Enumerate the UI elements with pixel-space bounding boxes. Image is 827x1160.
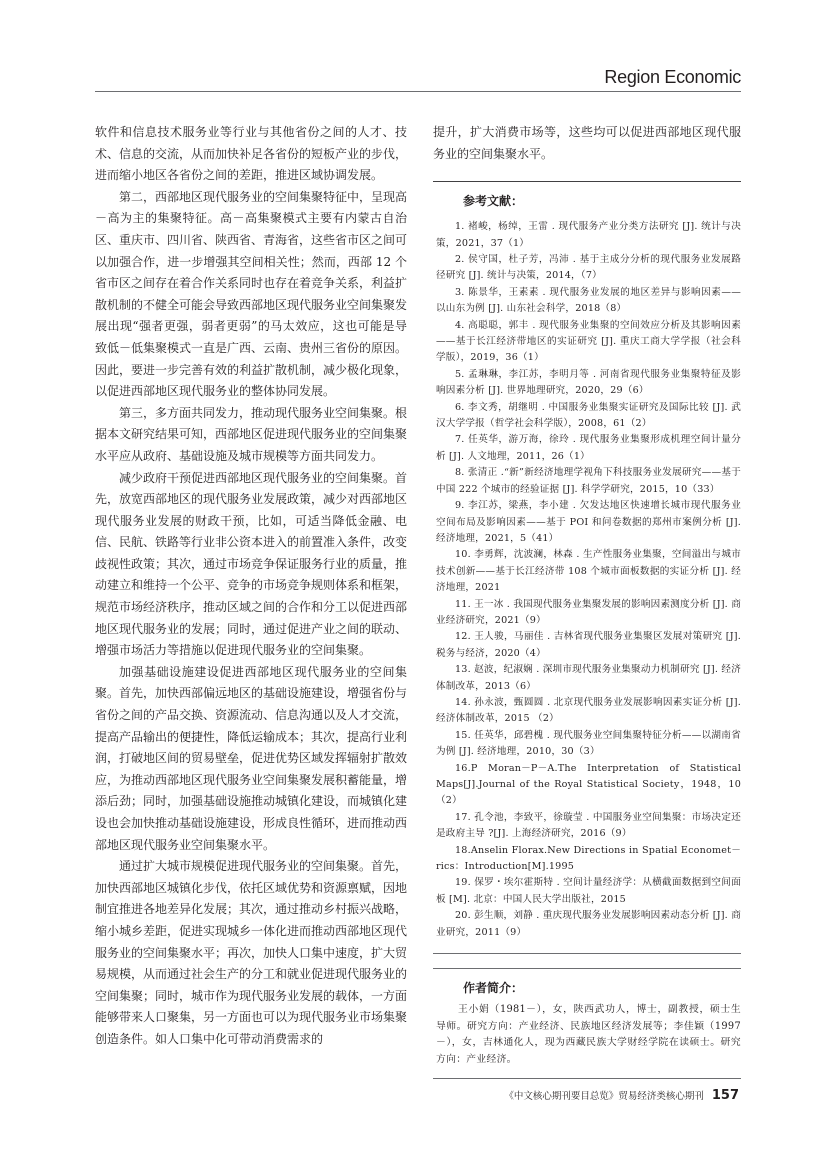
body-paragraph: 加强基础设施建设促进西部地区现代服务业的空间集聚。首先，加快西部偏远地区的基础设施建设，增强省份与省份之间的产品交换、资源流动、信息沟通以及人才交流，提高产品输出的便捷性，降低运输成本；其次，提高行业利润，打破地区间的贸易壁垒，促进优势区域发挥辐射扩散效应，为推动西部地区现代服务业空间集聚发展积蓄能量，增添后劲；同时，加强基础设施推动城镇化建设，而城镇化建设也会加快推动基础设施建设，形成良性循环，进而推动西部地区现代服务业空间集聚水平。 [95,664,408,852]
reference-item: 11. 王一冰 . 我国现代服务业集聚发展的影响因素测度分析 [J]. 商业经济研究，2021（9） [436,598,741,626]
reference-item: 8. 张清正 .“新”新经济地理学视角下科技服务业发展研究——基于中国 222 个城市的经验证据 [J]. 科学学研究，2015，10（33） [436,467,741,495]
references-divider-bottom [433,953,741,954]
body-paragraph-continued: 提升，扩大消费市场等，这些均可以促进西部地区现代服务业的空间集聚水平。 [433,125,741,161]
header-divider [95,91,741,92]
reference-item: 4. 高聪聪，郭丰 . 现代服务业集聚的空间效应分析及其影响因素——基于长江经济带地区的实证研究 [J]. 重庆工商大学学报（社会科学版），2019，36（1） [436,319,741,364]
page-footer [504,1088,739,1103]
references-heading: 参考文献： [463,194,524,209]
reference-item: 10. 李勇辉，沈波澜，林森 . 生产性服务业集聚，空间溢出与城市技术创新——基于长江经济带 108 个城市面板数据的实证分析 [J]. 经济地理，2021 [436,549,741,594]
reference-item: 20. 彭生顺，刘静 . 重庆现代服务业发展影响因素动态分析 [J]. 商业研究，2011（9） [436,910,741,938]
section-title: Region Economic [604,67,741,87]
author-bio-heading: 作者简介： [463,981,524,996]
page-number: 157 [711,1088,739,1103]
reference-item: 3. 陈景华，王素素 . 现代服务业发展的地区差异与影响因素——以山东为例 [J]. 山东社会科学，2018（8） [436,286,741,315]
body-paragraph: 通过扩大城市规模促进现代服务业的空间集聚。首先，加快西部地区城镇化步伐，依托区域优势和资源禀赋，因地制宜推进各地差异化发展；其次，通过推动乡村振兴战略，缩小城乡差距，促进实现城乡一体化进而推动西部地区现代服务业的空间集聚水平；再次，加快人口集中速度，扩大贸易规模，从而通过社会生产的分工和就业促进现代服务业的空间集聚；同时，城市作为现代服务业发展的载体，一方面能够带来人口聚集，另一方面也可以为现代服务业市场集聚创造条件。如人口集中化可带动消费需求的 [95,859,408,1046]
reference-item: 7. 任英华，游万海，徐玲 . 现代服务业集聚形成机理空间计量分析 [J]. 人文地理，2011，26（1） [436,434,741,462]
references-divider-top [433,181,741,182]
author-bio-text: 王小娟（1981－），女，陕西武功人，博士，副教授，硕士生导师。研究方向：产业经济、民族地区经济发展等；李佳颖（1997－），女，吉林通化人，现为西藏民族大学财经学院在读硕士。研究方向：产业经济。 [436,1004,741,1065]
reference-item: 2. 侯守国，杜子芳，冯沛 . 基于主成分分析的现代服务业发展路径研究 [J]. 统计与决策，2014，（7） [436,254,741,282]
reference-item: 12. 王人骏，马丽佳 . 吉林省现代服务业集聚区发展对策研究 [J]. 税务与经济，2020（4） [436,631,741,659]
bio-divider-bottom [433,1078,741,1079]
reference-item: 14. 孙永波，甄圆圆 . 北京现代服务业发展影响因素实证分析 [J]. 经济体制改革，2015 （2） [436,696,741,725]
reference-item: 17. 孔令池，李致平，徐璇莹 . 中国服务业空间集聚：市场决定还是政府主导 ?[J]. 上海经济研究，2016（9） [436,811,741,840]
reference-item: 6. 李文秀，胡继明 . 中国服务业集聚实证研究及国际比较 [J]. 武汉大学学报（哲学社会科学版），2008，61（2） [436,401,741,430]
reference-item: 5. 孟琳琳，李江苏，李明月等 . 河南省现代服务业集聚特征及影响因素分析 [J]. 世界地理研究，2020，29（6） [436,368,741,397]
reference-item: 13. 赵波，纪淑娴 . 深圳市现代服务业集聚动力机制研究 [J]. 经济体制改革，2013（6） [436,664,741,692]
right-column [433,122,741,1079]
body-paragraph: 第三，多方面共同发力，推动现代服务业空间集聚。根据本文研究结果可知，西部地区促进现代服务业的空间集聚水平应从政府、基础设施及城市规模等方面共同发力。 [95,405,408,463]
reference-item: 16.P Moran－P－A.The Interpretation of Statistical Maps[J].Journal of the Royal Statistical Society，1948，10（2） [436,762,741,807]
body-paragraph: 第二，西部地区现代服务业的空间集聚特征中，呈现高－高为主的集聚特征。高－高集聚模式主要有内蒙古自治区、重庆市、四川省、陕西省、青海省，这些省市区之间可以加强合作，进一步增强其空间相关性；然而，西部 12 个省市区之间存在着合作关系同时也存在着竞争关系，利益扩散机制的不健全可能会导致西部地区现代服务业空间集聚发展出现“强者更强，弱者更弱”的马太效应，这也可能是导致低－低集聚模式一直是广西、云南、贵州三省份的原因。因此，要进一步完善有效的利益扩散机制，减少极化现象，以促进西部地区现代服务业的整体协同发展。 [95,189,408,399]
body-paragraph: 减少政府干预促进西部地区现代服务业的空间集聚。首先，放宽西部地区的现代服务业发展政策，减少对西部地区现代服务业发展的财政干预，比如，可适当降低金融、电信、民航、铁路等行业非公资本进入的前置准入条件，改变歧视性政策；其次，通过市场竞争保证服务行业的质量，推动建立和维持一个公平、竞争的市场竞争规则体系和框架，规范市场经济秩序，推动区域之间的合作和分工以促进西部地区现代服务业的发展；同时，通过促进产业之间的联动、增强市场活力等措施以促进现代服务业的空间集聚。 [95,470,408,658]
reference-item: 15. 任英华，邱碧槐 . 现代服务业空间集聚特征分析——以湖南省为例 [J]. 经济地理，2010，30（3） [436,729,741,758]
reference-item: 9. 李江苏，梁燕，李小建 . 欠发达地区快速增长城市现代服务业空间布局及影响因素——基于 POI 和问卷数据的郑州市案例分析 [J]. 经济地理，2021，5（41） [436,500,741,544]
body-paragraph: 软件和信息技术服务业等行业与其他省份之间的人才、技术、信息的交流，从而加快补足各省份的短板产业的步伐，进而缩小地区各省份之间的差距，推进区域协调发展。 [95,125,408,183]
left-column [95,122,407,1051]
journal-label: 《中文核心期刊要目总览》贸易经济类核心期刊 [504,1091,704,1102]
reference-item: 18.Anselin Florax.New Directions in Spatial Economet－rics：Introduction[M].1995 [436,844,741,873]
reference-item: 19. 保罗・埃尔霍斯特 . 空间计量经济学：从横截面数据到空间面板 [M]. 北京：中国人民大学出版社，2015 [436,877,741,905]
reference-item: 1. 褚峻，杨绰，王雷 . 现代服务产业分类方法研究 [J]. 统计与决策，2021，37（1） [436,221,741,249]
bio-divider-top [433,968,741,969]
references-list [433,219,741,941]
